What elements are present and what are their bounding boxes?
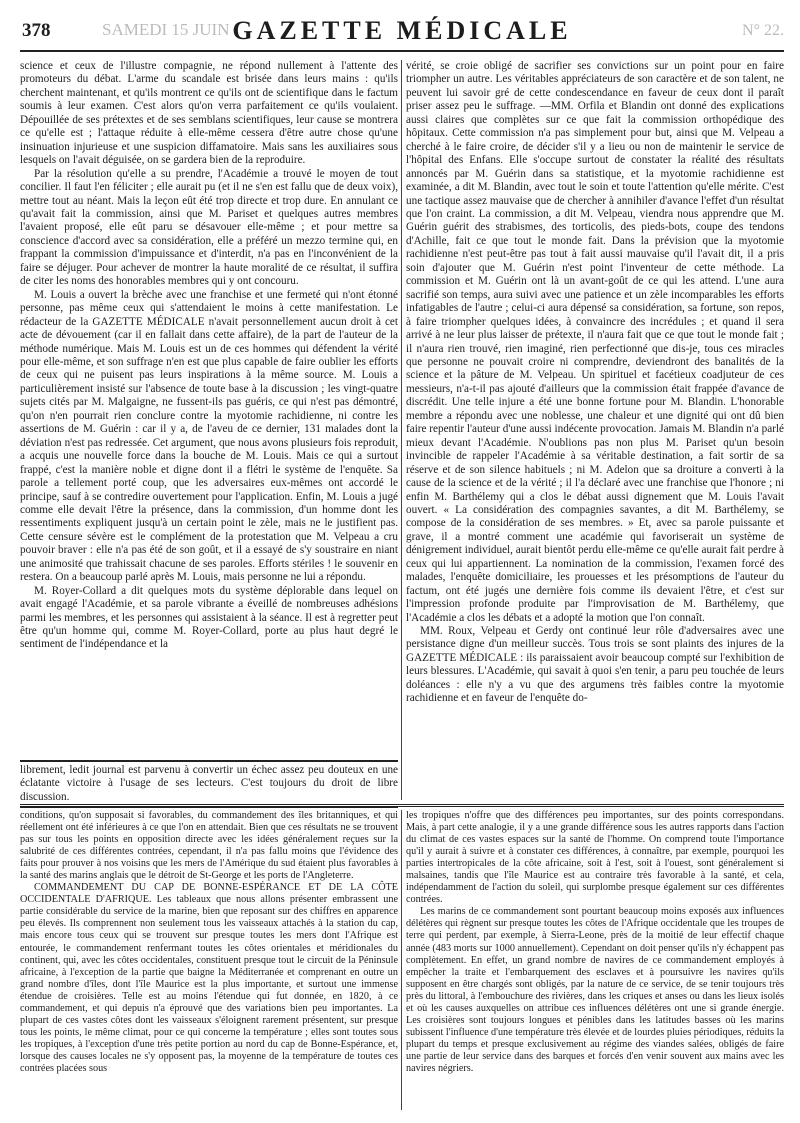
paragraph: Par la résolution qu'elle a su prendre, l'Académie a trouvé le moyen de tout concilier. Il faut l'en féliciter ; elle aurait pu (et il ne s'en est fallu que de deux voix), mettre tout au néant. Mais la leçon eût été trop directe et trop dure. En annulant ce qu'avait fait la commission, ainsi que M. Pariset et quelques autres membres l'avaient proposé, elle eût paru se désavouer elle-même ; et pour mettre sa conscience d'accord avec sa considération, elle a préféré un mezzo termine qui, en frappant la commission d'impuissance et d'interdit, n'a pas en l'inconvénient de la faire se déjuger. Pour achever de montrer la haute moralité de ce résultat, il suffira de citer les noms des honorables membres qui y ont concouru. xyxy=(20,167,398,288)
page-title: GAZETTE MÉDICALE xyxy=(232,16,572,45)
paragraph: Les marins de ce commandement sont pourtant beaucoup moins exposés aux influences délétères qui règnent sur presque toutes les côtes de l'Afrique occidentale que les troupes de terre qui perdent, par exemple, à Sierra-Leone, près de la moitié de leur effectif chaque année (483 morts sur 1000 annuellement). Cependant on doit penser qu'ils n'y échappent pas complètement. En effet, un grand nombre de navires de ce commandement employés à empêcher la traite et l'embarquement des esclaves et à poursuivre les navires qu'ils supposent en être chargés sont obligés, par la nature de ce service, de se tenir toujours très près du littoral, à l'embouchure des rivières, dans les criques et anses ou dans les lieux isolés et où les causes auxquelles on attribue ces influences délétères ont une si grande énergie. Les croisières sont toujours longues et pénibles dans les latitudes basses où les marins subissent l'influence d'une température très élevée et de lourdes pluies périodiques, réduits la plupart du temps et presque exclusivement au régime des viandes salées, obligés de faire une partie de leur service dans des barques et forcés d'en venir souvent aux mains avec les navires négriers. xyxy=(406,906,784,1074)
column-divider xyxy=(401,810,402,1110)
lower-article xyxy=(20,810,784,1110)
paragraph: M. Louis a ouvert la brèche avec une franchise et une fermeté qui n'ont étonné personne, pas même ceux qui s'attendaient le moins à cette manifestation. Le rédacteur de la GAZETTE MÉDICALE n'avait personnellement aucun droit à cet acte de dévouement (car il en fallait dans cette affaire), de la part de l'auteur de la méthode numérique. Mais M. Louis est un de ces hommes qui défendent la vérité pour elle-même, et son suffrage n'en est que plus capable de faire oublier les efforts de ceux qui ne puisent pas leurs inspirations à la même source. M. Louis a particulièrement insisté sur l'absence de toute base à la discussion ; les vingt-quatre sujets cités par M. Malgaigne, ne fussent-ils pas guéris, ce qui n'est pas démontré, qu'on n'en pourrait rien conclure contre la myotomie rachidienne, ni contre les assertions de M. Guérin : car il y a, de l'aveu de ce dernier, 131 malades dont la déviation n'est pas redressée. Cet argument, que nous avons plusieurs fois reproduit, a acquis une nouvelle force dans la bouche de M. Louis. Mais ce qui a surtout frappé, c'est la manière noble et digne dont il a flétri le système de l'enquête. Sa parole a tellement porté coup, que les adversaires eux-mêmes ont accordé le principe, sauf à se contredire ouvertement pour l'application. Enfin, M. Louis a jugé comme elle devait l'être la présence, dans la commission, d'un homme dont les ressentiments expliquent jusqu'à un certain point le zèle, mais ne le justifient pas. Cette censure sévère est le complément de la protestation que M. Velpeau a cru pouvoir braver : elle n'a pas été de son goût, et il a essayé de s'y soustraire en niant une animosité que trahissait chacune de ses paroles. Efforts stériles ! le souvenir en restera. On a beaucoup parlé après M. Louis, mais personne ne lui a répondu. xyxy=(20,288,398,584)
column-divider xyxy=(401,60,402,800)
faint-issue: N° 22. xyxy=(742,22,784,39)
paragraph: conditions, qu'on supposait si favorables, du commandement des îles britanniques, et qui réellement ont été inférieures à ce que l'on en attendait. Bien que ces résultats ne se trouvent pas sur tous les points en opposition directe avec les idées généralement reçues sur la salubrité de ces différentes contrées, cependant, il n'a pas fallu moins que l'évidence des faits pour prouver à nos voisins que les mers de l'Amérique du sud étaient plus favorables à la santé des marins anglais que le détroit de St-George et les ports de l'Angleterre. xyxy=(20,810,398,882)
notice-text: librement, ledit journal est parvenu à convertir un échec assez peu douteux en une éclatante victoire à l'usage de ses lecteurs. C'est toujours du droit de libre discussion. xyxy=(20,764,398,803)
paragraph: les tropiques n'offre que des différences peu importantes, sur des points correspondans. Mais, à part cette analogie, il y a une grande différence sous les autres rapports dans l'action du climat de ces vastes espaces sur la santé de l'homme. On comprend toute l'importance qu'il y aurait à suivre et à constater ces différences, à connaître, par exemple, pourquoi les parties intertropicales de la côte africaine, soit à l'est, soit à l'ouest, sont généralement si malsaines, tandis que l'île Maurice est au contraire très favorable à la santé, et cela, indépendamment de l'action du soleil, qui surplombe presque également sur ces différentes contrées. xyxy=(406,810,784,906)
lower-right-column xyxy=(406,810,784,1075)
upper-right-column xyxy=(406,60,784,706)
paragraph: COMMANDEMENT DU CAP DE BONNE-ESPÉRANCE ET DE LA CÔTE OCCIDENTALE D'AFRIQUE. Les tableaux que nous allons présenter embrassent une partie considérable du service de la marine, bien que reposant sur des chiffres en apparence peu élevés. Ils comprennent non seulement tous les vaisseaux attachés à la station du cap, mais encore tous ceux qui se trouvent sur presque toutes les mers dont l'Afrique est entourée, le commandement renfermant toutes les côtes orientales et méridionales du continent, qui, avec les côtes occidentales, constituent presque tout le circuit de la Péninsule africaine, à l'exception de la partie que baigne la Méditerranée et comprenant en outre un grand nombre d'îles, dont l'île Maurice est la plus importante, et surtout une immense étendue de croisières. Telle est au moins l'étendue qui fut donnée, en 1820, à ce commandement, et qui depuis n'a éprouvé que des variations bien peu importantes. La plupart de ces vastes côtes dont les vaisseaux s'éloignent rarement présentent, sur presque tous les points, le même climat, pour ce qui concerne la température ; elles sont toutes sous les tropiques, à l'exception d'une très petite portion au nord du cap de Bonne-Espérance, et, lorsque des causes locales ne s'y opposent pas, la moyenne de la température de toutes ces contrées placées sous xyxy=(20,882,398,1074)
paragraph: vérité, se croie obligé de sacrifier ses convictions sur un point pour en faire triompher un autre. Les véritables appréciateurs de son caractère et de son talent, ne peuvent lui savoir gré de cette condescendance en faveur de ceux dont il paraît priser assez peu le suffrage. —MM. Orfila et Blandin ont donné des explications aussi claires que complètes sur ce que fait la commission orthopédique des hôpitaux. Cette commission n'a pas simplement pour but, ainsi que M. Velpeau a cherché à le faire croire, de décider s'il y a lieu ou non de maintenir le service de l'hôpital des Enfans. Elle s'occupe surtout de constater la réalité des résultats annoncés par M. Guérin dans sa statistique, et la myotomie rachidienne est examinée, a dit M. Blandin, avec tout le soin et toute l'attention qu'elle mérite. C'est une tactique assez mauvaise que de chercher à annihiler d'avance l'effet d'un résultat que l'on craint. La commission, a dit M. Velpeau, viendra nous apprendre que M. Guérin guérit des strabismes, des torticolis, des pieds-bots, coupe des tendons d'Achille, fait ce que tout le monde fait. Dans la prévision que la myotomie rachidienne n'est peut-être pas tout à fait aussi mauvaise qu'il l'avait dit, il a pris soin d'ajouter que M. Guérin n'est point l'inventeur de cette méthode. La commission et M. Guérin ont là un avant-goût de ce qui les attend. L'une aura sacrifié son temps, aura suivi avec une patience et un zèle incomparables les efforts infatigables de l'autre ; celui-ci aura dépensé sa considération, sa fortune, son repos, à faire triompher quelques idées, à convaincre des incrédules ; et quand il sera arrivé à ne leur plus laisser de prétexte, il n'aura fait que ce que tout le monde fait ; il n'aura rien trouvé, rien imaginé, rien perfectionné que dis-je, tous ces miracles que personne ne pouvait croire ni comprendre, deviendront des banalités de la science et la pâture de M. Velpeau. Un spirituel et facétieux coadjuteur de ces messieurs, n'a-t-il pas ajouté d'ailleurs que la commission était frappée d'avance de discrédit. Une telle injure a été une bonne fortune pour M. Blandin. L'honorable membre a répondu avec une noblesse, une chaleur et une dignité qui ont dû bien faire repentir l'auteur d'une aussi indécente provocation. Jamais M. Blandin n'a parlé mieux devant l'Académie. N'oublions pas non plus M. Pariset qu'un besoin invincible de rappeler l'Académie à sa véritable destination, a fait sortir de sa réserve et de son silence habituels ; ni M. Adelon que sa droiture a converti à la cause de la science et de la vérité ; il l'a déclaré avec une franchise que l'honore ; ni enfin M. Barthélemy qui a clos le débat aussi dignement que M. Louis l'avait ouvert. « La considération des compagnies savantes, a dit M. Barthélemy, se compose de la considération de ses membres. » Et, avec sa parole puissante et grave, il a montré comment une académie qui favoriserait un système de dénigrement individuel, aurait bientôt perdu elle-même ce qu'elle aurait fait perdre à ceux qui lui appartiennent. La nomination de la commission, l'examen forcé des malades, l'enquête domiciliaire, les prouesses et les présomptions de l'auteur du factum, ont été jugés une dernière fois comme ils devaient l'être, et c'est sur l'impression profonde produite par l'improvisation de M. Barthélemy, que l'Académie a clos les débats et a adopté la motion que l'on connaît. xyxy=(406,60,784,624)
newspaper-page xyxy=(20,14,784,1114)
page-header xyxy=(20,14,784,48)
paragraph: science et ceux de l'illustre compagnie, ne répond nullement à l'attente des promoteurs du débat. L'arme du scandale est brisée dans leurs mains : qu'ils cherchent maintenant, et qu'ils montrent ce qu'ils ont de scientifique dans le factum soumis à leur examen. C'est alors qu'on verra parfaitement ce qu'ils voulaient. Dépouillée de ses prétextes et de ses semblans scientifiques, leur cause se montrera ce qu'elle est ; l'attaque réduite à elle-même cessera d'être autre chose qu'une insinuation injurieuse et une suspicion diffamatoire. Mais sans les auxiliaires sous lesquels on l'avait déguisée, on se gardera bien de la reproduire. xyxy=(20,60,398,167)
upper-left-column xyxy=(20,60,398,652)
section-separator xyxy=(20,804,784,807)
lower-left-column xyxy=(20,810,398,1075)
page-number: 378 xyxy=(22,20,51,41)
paragraph: M. Royer-Collard a dit quelques mots du système déplorable dans lequel on avait engagé l'Académie, et sa parole vibrante a éveillé de nombreuses adhésions parmi les membres, et les personnes qui assistaient à la séance. Il est à regretter peut être qu'un homme qui, comme M. Royer-Collard, porte au plus haut degré le sentiment de l'indépendance et la xyxy=(20,584,398,651)
header-rule xyxy=(20,50,784,52)
boxed-notice xyxy=(20,760,398,808)
upper-article xyxy=(20,60,784,803)
paragraph: MM. Roux, Velpeau et Gerdy ont continué leur rôle d'adversaires avec une persistance digne d'un meilleur succès. Tous trois se sont plaints des injures de la GAZETTE MÉDICALE : ils paraissaient avoir beaucoup compté sur l'exhibition de leurs blessures. L'Académie, qui savait à quoi s'en tenir, a paru peu touchée de leurs doléances : elle n'y a vu que des argumens très faibles contre la myotomie rachidienne et en faveur de l'enquête do- xyxy=(406,625,784,705)
faint-date: SAMEDI 15 JUIN xyxy=(102,20,230,39)
